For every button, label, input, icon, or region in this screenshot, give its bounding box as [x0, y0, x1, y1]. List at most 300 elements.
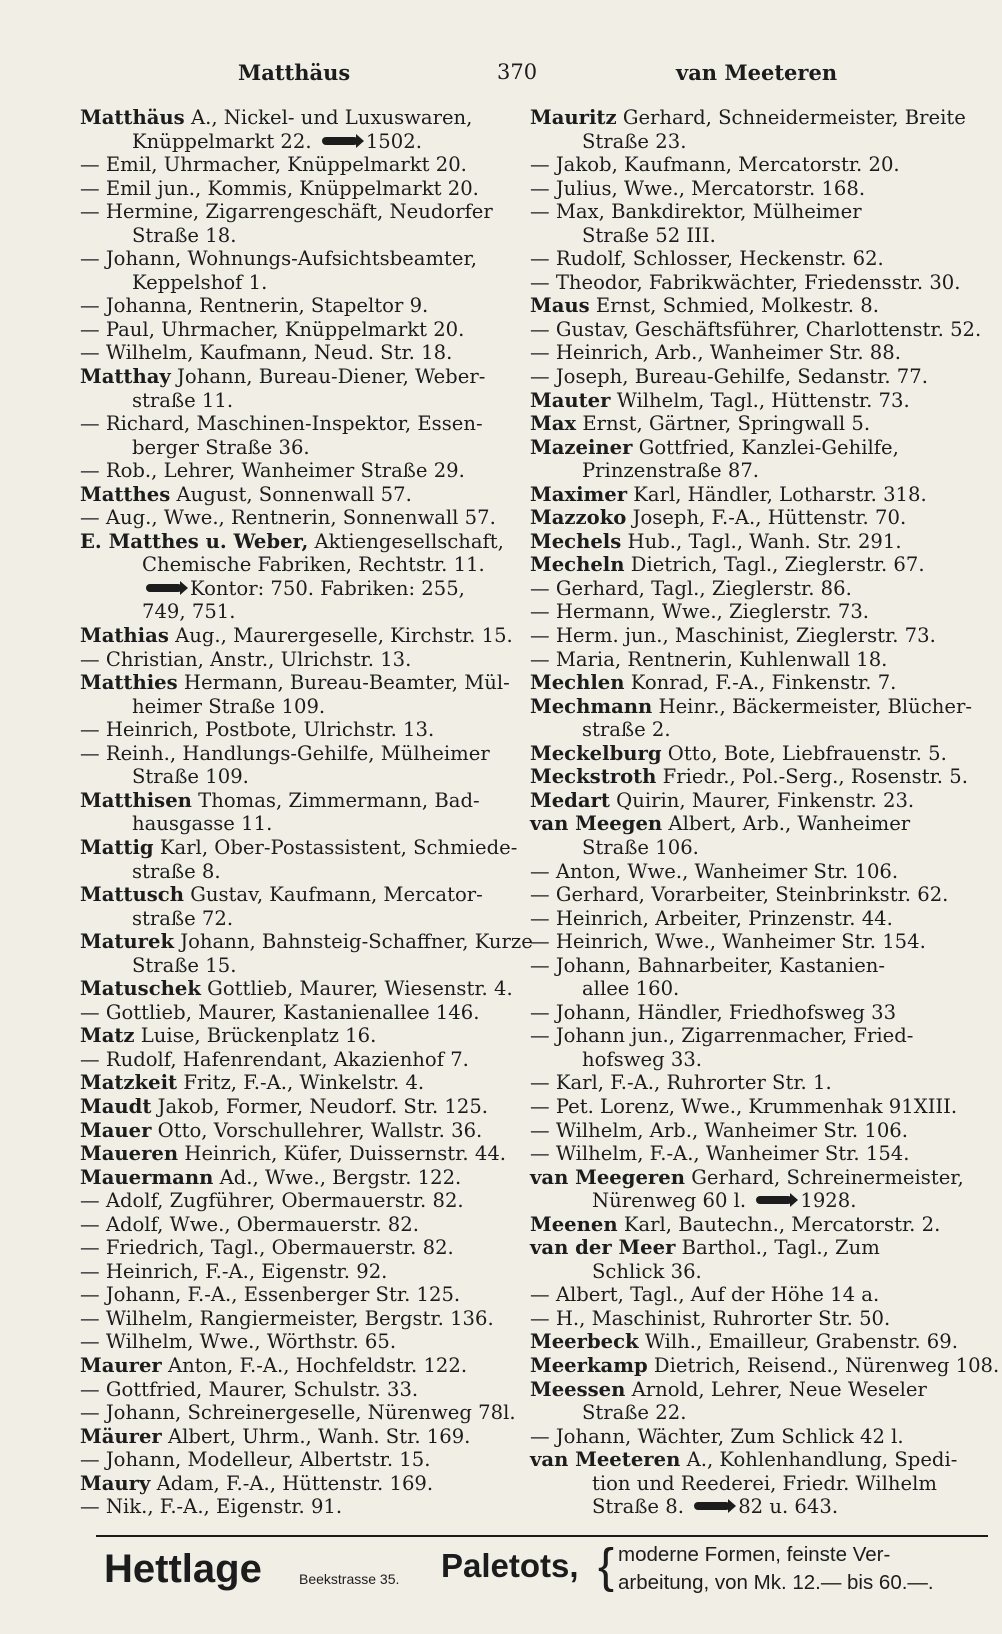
entry-continuation-line [530, 977, 988, 1001]
entry-text: Prinzenstraße 87. [582, 459, 760, 483]
directory-entry [530, 577, 988, 601]
entry-text: Nürenweg 60 l. [592, 1189, 747, 1213]
entry-surname: E. Matthes u. Weber, [80, 529, 309, 553]
entry-text: Hermann, Bureau-Beamter, Mül- [183, 671, 510, 695]
entry-first-line [530, 742, 988, 766]
entry-first-line [530, 1236, 988, 1260]
entry-text: — Herm. jun., Maschinist, Zieglerstr. 73. [530, 624, 936, 648]
entry-text: Karl, Ober-Postassistent, Schmiede- [159, 835, 518, 859]
entry-text: — Johann, Schreinergeselle, Nürenweg 78l. [80, 1401, 516, 1425]
entry-text: A., Kohlenhandlung, Spedi- [686, 1448, 958, 1472]
entry-text: — Nik., F.-A., Eigenstr. 91. [80, 1495, 343, 1519]
entry-surname: Matzkeit [80, 1071, 178, 1095]
entry-text: Gerhard, Schreinermeister, [691, 1165, 964, 1189]
entry-first-line [80, 1189, 512, 1213]
directory-entry [530, 1142, 988, 1166]
entry-first-line [80, 1001, 512, 1025]
entry-first-line [530, 1213, 988, 1237]
entry-surname: Max [530, 412, 577, 436]
entry-first-line [530, 1095, 988, 1119]
entry-first-line [80, 153, 512, 177]
directory-entry [80, 648, 512, 672]
entry-surname: Meenen [530, 1212, 618, 1236]
entry-first-line [80, 530, 512, 554]
entry-text: Gottfried, Kanzlei-Gehilfe, [638, 435, 899, 459]
entry-text: — Wilhelm, Kaufmann, Neud. Str. 18. [80, 341, 453, 365]
entry-first-line [80, 177, 512, 201]
entry-text: — Heinrich, Postbote, Ulrichstr. 13. [80, 718, 435, 742]
directory-entry [530, 1213, 988, 1237]
entry-text: Straße 23. [582, 129, 687, 153]
directory-entry [530, 1330, 988, 1354]
entry-first-line [530, 412, 988, 436]
entry-text: Straße 22. [582, 1401, 687, 1425]
entry-continuation-line [530, 459, 988, 483]
entry-first-line [80, 930, 533, 954]
entry-first-line [80, 1071, 512, 1095]
entry-continuation-line [80, 954, 512, 978]
entry-surname: Matz [80, 1024, 135, 1048]
entry-first-line [530, 789, 988, 813]
entry-continuation-line [530, 1401, 988, 1425]
entry-text: — Jakob, Kaufmann, Mercatorstr. 20. [530, 153, 900, 177]
entry-first-line [80, 412, 512, 436]
entry-text: — Max, Bankdirektor, Mülheimer [530, 200, 862, 224]
entry-first-line [80, 106, 512, 130]
entry-first-line [80, 1166, 512, 1190]
entry-text: A., Nickel- und Luxuswaren, [190, 106, 473, 129]
entry-text: — Johann, Händler, Friedhofsweg 33 [530, 1000, 897, 1024]
directory-entry [80, 153, 512, 177]
entry-text: Johann, Bahnsteig-Schaffner, Kurze [180, 930, 533, 954]
entry-text: — Rudolf, Schlosser, Heckenstr. 62. [530, 247, 884, 271]
entry-first-line [530, 506, 988, 530]
entry-text: Ernst, Gärtner, Springwall 5. [582, 412, 871, 436]
entry-text: Jakob, Former, Neudorf. Str. 125. [157, 1094, 489, 1118]
entry-first-line [80, 1495, 512, 1519]
header-right-name: van Meeteren [676, 60, 838, 85]
entry-first-line [530, 365, 988, 389]
entry-surname: Matthay [80, 365, 171, 389]
entry-text: Gustav, Kaufmann, Mercator- [190, 883, 483, 907]
entry-text: — Johann, Wächter, Zum Schlick 42 l. [530, 1424, 904, 1448]
directory-entry [80, 365, 512, 412]
directory-entry [530, 1166, 988, 1213]
entry-first-line [530, 271, 988, 295]
entry-surname: van Meegeren [530, 1165, 685, 1189]
entry-text: — Gottfried, Maurer, Schulstr. 33. [80, 1377, 419, 1401]
directory-entry [80, 341, 512, 365]
directory-entry [80, 930, 533, 977]
entry-first-line [530, 1071, 988, 1095]
entry-text: Chemische Fabriken, Rechtstr. 11. [142, 553, 485, 577]
directory-entry [80, 789, 512, 836]
entry-first-line [80, 1448, 512, 1472]
entry-text: — Wilhelm, F.-A., Wanheimer Str. 154. [530, 1142, 910, 1166]
entry-first-line [530, 1353, 1000, 1378]
entry-text: — H., Maschinist, Ruhrorter Str. 50. [530, 1306, 891, 1330]
directory-entry [530, 812, 988, 859]
entry-text: — Gustav, Geschäftsführer, Charlottenstr. 52. [530, 317, 982, 341]
entry-first-line [80, 1236, 512, 1260]
directory-entry [80, 1354, 512, 1378]
directory-entry [530, 1378, 988, 1425]
entry-first-line [530, 765, 988, 789]
directory-entry [80, 1401, 516, 1425]
entry-first-line [80, 648, 512, 672]
entry-text: Arnold, Lehrer, Neue Weseler [631, 1377, 927, 1401]
entry-text: August, Sonnenwall 57. [176, 482, 412, 506]
advertisement [96, 1541, 988, 1611]
entry-continuation-line [530, 1048, 988, 1072]
entry-first-line [530, 553, 988, 577]
entry-text: Thomas, Zimmermann, Bad- [198, 788, 480, 812]
directory-entry [530, 860, 988, 884]
entry-text: Kontor: 750. Fabriken: 255, [190, 576, 465, 600]
entry-text: Straße 106. [582, 835, 699, 859]
entry-continuation-line [530, 718, 988, 742]
directory-entry [530, 200, 988, 247]
entry-first-line [80, 835, 518, 860]
entry-surname: Mattig [80, 835, 154, 859]
entry-first-line [530, 907, 988, 931]
entry-text: Hub., Tagl., Wanh. Str. 291. [627, 529, 902, 553]
entry-text: Otto, Vorschullehrer, Wallstr. 36. [157, 1118, 483, 1142]
directory-entry [530, 930, 988, 954]
entry-first-line [530, 177, 988, 201]
entry-text: — Emil jun., Kommis, Knüppelmarkt 20. [80, 176, 479, 200]
directory-entry [530, 153, 988, 177]
entry-first-line [80, 1260, 512, 1284]
entry-text: — Heinrich, F.-A., Eigenstr. 92. [80, 1259, 388, 1283]
directory-entry [530, 907, 988, 931]
telephone-icon [146, 584, 182, 592]
right-column [530, 106, 1000, 1519]
entry-first-line [530, 1378, 988, 1402]
entry-first-line [530, 1142, 988, 1166]
entry-first-line [80, 1472, 512, 1496]
entry-surname: Mauritz [530, 106, 617, 129]
entry-text: — Wilhelm, Arb., Wanheimer Str. 106. [530, 1118, 908, 1142]
entry-first-line [80, 718, 512, 742]
directory-entry [530, 1283, 988, 1307]
entry-surname: Mattusch [80, 883, 184, 907]
directory-entry [530, 624, 988, 648]
entry-text: straße 8. [132, 859, 221, 883]
entry-text: Adam, F.-A., Hüttenstr. 169. [156, 1471, 434, 1495]
entry-first-line [530, 695, 988, 719]
page-number: 370 [497, 60, 538, 84]
entry-text: — Aug., Wwe., Rentnerin, Sonnenwall 57. [80, 506, 496, 530]
entry-text: Heinrich, Küfer, Duissernstr. 44. [184, 1142, 507, 1166]
entry-text: — Johann, Bahnarbeiter, Kastanien- [530, 953, 886, 977]
entry-first-line [80, 365, 512, 389]
entry-text: Straße 52 III. [582, 223, 716, 247]
directory-entry [80, 1495, 512, 1519]
entry-text: — Hermann, Wwe., Zieglerstr. 73. [530, 600, 870, 624]
entry-text: Schlick 36. [592, 1259, 702, 1283]
entry-surname: Mechlen [530, 671, 625, 695]
directory-entry [80, 883, 512, 930]
entry-text: — Johann, Wohnungs-Aufsichtsbeamter, [80, 247, 477, 271]
entry-first-line [80, 1048, 512, 1072]
entry-first-line [530, 930, 988, 954]
entry-continuation-line [530, 1472, 988, 1496]
directory-entry [80, 318, 512, 342]
directory-entry [80, 1330, 512, 1354]
entry-text: Aug., Maurergeselle, Kirchstr. 15. [175, 624, 513, 648]
entry-first-line [530, 483, 988, 507]
entry-first-line [530, 600, 988, 624]
directory-entry [530, 341, 988, 365]
directory-entry [80, 1260, 512, 1284]
entry-text: — Joseph, Bureau-Gehilfe, Sedanstr. 77. [530, 365, 928, 389]
entry-continuation-line [80, 436, 512, 460]
directory-entry [80, 671, 512, 718]
entry-text: Albert, Uhrm., Wanh. Str. 169. [167, 1424, 471, 1448]
entry-surname: Matuschek [80, 977, 201, 1001]
entry-first-line [80, 459, 512, 483]
entry-text: hausgasse 11. [132, 812, 273, 836]
entry-first-line [530, 1283, 988, 1307]
entry-first-line [530, 671, 988, 695]
directory-entry [530, 1353, 1000, 1378]
directory-entry [80, 200, 512, 247]
entry-text: straße 2. [582, 718, 671, 742]
entry-text: Dietrich, Reisend., Nürenweg 108. [653, 1353, 1000, 1377]
entry-text: — Wilhelm, Rangiermeister, Bergstr. 136. [80, 1306, 494, 1330]
entry-text: Ad., Wwe., Bergstr. 122. [219, 1165, 462, 1189]
entry-text: Karl, Bautechn., Mercatorstr. 2. [623, 1212, 941, 1236]
entry-surname: Mauer [80, 1118, 152, 1142]
entry-surname: Maus [530, 294, 590, 318]
directory-entry [80, 506, 512, 530]
entry-first-line [80, 1095, 512, 1119]
directory-entry [80, 177, 512, 201]
entry-first-line [80, 1354, 512, 1378]
ad-brace: { [598, 1540, 615, 1593]
advertisement-rule [96, 1535, 988, 1537]
entry-first-line [80, 1378, 512, 1402]
entry-surname: Matthäus [80, 106, 185, 129]
entry-continuation-line [530, 1495, 988, 1519]
entry-text: — Paul, Uhrmacher, Knüppelmarkt 20. [80, 317, 465, 341]
entry-text: — Friedrich, Tagl., Obermauerstr. 82. [80, 1236, 454, 1260]
entry-surname: Matthes [80, 482, 171, 506]
entry-first-line [530, 389, 988, 413]
entry-first-line [530, 1330, 988, 1354]
directory-entry [530, 365, 988, 389]
directory-entry [530, 436, 988, 483]
entry-text: Albert, Arb., Wanheimer [668, 812, 911, 836]
directory-entry [80, 1166, 512, 1190]
directory-entry [530, 247, 988, 271]
entry-text: — Wilhelm, Wwe., Wörthstr. 65. [80, 1330, 397, 1354]
entry-surname: Mathias [80, 624, 169, 648]
entry-text: — Rudolf, Hafenrendant, Akazienhof 7. [80, 1047, 469, 1071]
directory-entry [530, 671, 988, 695]
entry-text: — Gottlieb, Maurer, Kastanienallee 146. [80, 1000, 480, 1024]
entry-text: Gerhard, Schneidermeister, Breite [622, 106, 966, 129]
directory-entry [530, 1071, 988, 1095]
entry-first-line [80, 1119, 512, 1143]
entry-surname: Matthisen [80, 788, 192, 812]
directory-entry [80, 718, 512, 742]
telephone-icon [322, 137, 358, 145]
entry-first-line [80, 742, 512, 766]
entry-text: — Emil, Uhrmacher, Knüppelmarkt 20. [80, 153, 467, 177]
directory-entry [80, 1024, 512, 1048]
directory-entry [80, 977, 512, 1001]
entry-surname: Mauter [530, 388, 611, 412]
entry-text: heimer Straße 109. [132, 694, 326, 718]
entry-text: Straße 18. [132, 223, 237, 247]
entry-text: Konrad, F.-A., Finkenstr. 7. [630, 671, 897, 695]
entry-continuation-line [530, 1260, 988, 1284]
entry-first-line [530, 318, 988, 342]
entry-text: — Reinh., Handlungs-Gehilfe, Mülheimer [80, 741, 490, 765]
entry-text: straße 11. [132, 388, 234, 412]
entry-first-line [530, 153, 988, 177]
entry-text: — Heinrich, Wwe., Wanheimer Str. 154. [530, 930, 926, 954]
directory-entry [80, 483, 512, 507]
entry-text: — Maria, Rentnerin, Kuhlenwall 18. [530, 647, 888, 671]
entry-text: berger Straße 36. [132, 435, 310, 459]
directory-entry [530, 765, 988, 789]
entry-surname: van Meeteren [530, 1448, 681, 1472]
directory-entry [530, 294, 988, 318]
entry-first-line [530, 341, 988, 365]
entry-first-line [80, 318, 512, 342]
directory-entry [530, 483, 988, 507]
entry-text: Wilh., Emailleur, Grabenstr. 69. [644, 1330, 958, 1354]
entry-text: — Gerhard, Vorarbeiter, Steinbrinkstr. 62. [530, 883, 949, 907]
entry-first-line [530, 106, 988, 130]
entry-text: Johann, Bureau-Diener, Weber- [177, 365, 486, 389]
entry-first-line [80, 506, 512, 530]
directory-entry [80, 1472, 512, 1496]
entry-surname: Mauermann [80, 1165, 214, 1189]
entry-text: 749, 751. [142, 600, 236, 624]
entry-surname: Meckelburg [530, 741, 662, 765]
entry-first-line [530, 1024, 988, 1048]
entry-surname: Meckstroth [530, 765, 657, 789]
entry-text: Dietrich, Tagl., Zieglerstr. 67. [630, 553, 925, 577]
entry-first-line [80, 294, 512, 318]
entry-text: — Johann, F.-A., Essenberger Str. 125. [80, 1283, 461, 1307]
entry-text: Fritz, F.-A., Winkelstr. 4. [183, 1071, 425, 1095]
entry-first-line [530, 648, 988, 672]
entry-text: — Christian, Anstr., Ulrichstr. 13. [80, 647, 412, 671]
header-left-name: Matthäus [238, 60, 351, 85]
entry-surname: Maurer [80, 1353, 162, 1377]
directory-entry [530, 600, 988, 624]
entry-first-line [530, 247, 988, 271]
entry-surname: Matthies [80, 671, 178, 695]
directory-entry [530, 695, 988, 742]
directory-entry [80, 1142, 512, 1166]
entry-text: Ernst, Schmied, Molkestr. 8. [595, 294, 879, 318]
entry-text: — Johann, Modelleur, Albertstr. 15. [80, 1448, 431, 1472]
entry-text: Heinr., Bäckermeister, Blücher- [658, 694, 972, 718]
entry-first-line [530, 1166, 988, 1190]
entry-first-line [530, 624, 988, 648]
directory-entry [80, 1425, 512, 1449]
entry-text: allee 160. [582, 977, 680, 1001]
entry-first-line [80, 789, 512, 813]
entry-text: Anton, F.-A., Hochfeldstr. 122. [167, 1353, 468, 1377]
entry-surname: Maturek [80, 930, 175, 954]
entry-text: Wilhelm, Tagl., Hüttenstr. 73. [616, 388, 910, 412]
directory-entry [530, 412, 988, 436]
entry-continuation-line [530, 836, 988, 860]
directory-entry [80, 1048, 512, 1072]
entry-surname: Maueren [80, 1142, 179, 1166]
entry-continuation-line [80, 695, 512, 719]
entry-first-line [80, 1401, 516, 1425]
ad-address: Beekstrasse 35. [299, 1571, 400, 1587]
entry-text: — Albert, Tagl., Auf der Höhe 14 a. [530, 1283, 880, 1307]
entry-first-line [530, 860, 988, 884]
entry-text: Straße 8. [592, 1495, 684, 1519]
entry-continuation-line [80, 389, 512, 413]
entry-continuation-line [80, 812, 512, 836]
entry-first-line [80, 883, 512, 907]
directory-entry [80, 247, 512, 294]
entry-text: tion und Reederei, Friedr. Wilhelm [592, 1471, 937, 1495]
entry-continuation-line [80, 577, 512, 601]
entry-text: Joseph, F.-A., Hüttenstr. 70. [632, 506, 907, 530]
directory-entry [80, 412, 512, 459]
entry-text: Gottlieb, Maurer, Wiesenstr. 4. [207, 977, 513, 1001]
directory-entry [80, 835, 518, 883]
entry-text: Straße 15. [132, 953, 237, 977]
entry-text: — Julius, Wwe., Mercatorstr. 168. [530, 176, 866, 200]
entry-continuation-line [80, 553, 512, 577]
entry-surname: van der Meer [530, 1236, 676, 1260]
entry-continuation-line [80, 224, 512, 248]
directory-entry [530, 106, 988, 153]
directory-entry [530, 506, 988, 530]
entry-first-line [80, 1024, 512, 1048]
entry-first-line [530, 294, 988, 318]
directory-entry [80, 624, 512, 648]
directory-entry [80, 1001, 512, 1025]
entry-continuation-line [530, 130, 988, 154]
directory-entry [530, 1001, 988, 1025]
entry-continuation-line [80, 271, 512, 295]
entry-continuation-line [530, 224, 988, 248]
directory-entry [80, 1095, 512, 1119]
directory-entry [530, 1095, 988, 1119]
directory-entry [80, 1236, 512, 1260]
directory-entry [80, 1071, 512, 1095]
entry-text: — Heinrich, Arb., Wanheimer Str. 88. [530, 341, 901, 365]
entry-surname: Mechmann [530, 694, 653, 718]
directory-entry [530, 1307, 988, 1331]
entry-surname: Maximer [530, 482, 628, 506]
entry-text: Barthol., Tagl., Zum [681, 1236, 880, 1260]
entry-surname: Mäurer [80, 1424, 162, 1448]
page-header [0, 60, 1002, 96]
entry-text: — Hermine, Zigarrengeschäft, Neudorfer [80, 200, 493, 224]
entry-continuation-line [80, 130, 512, 154]
entry-surname: Meessen [530, 1377, 626, 1401]
entry-first-line [530, 530, 988, 554]
entry-first-line [80, 977, 512, 1001]
entry-text: — Anton, Wwe., Wanheimer Str. 106. [530, 859, 899, 883]
directory-entry [530, 1425, 988, 1449]
